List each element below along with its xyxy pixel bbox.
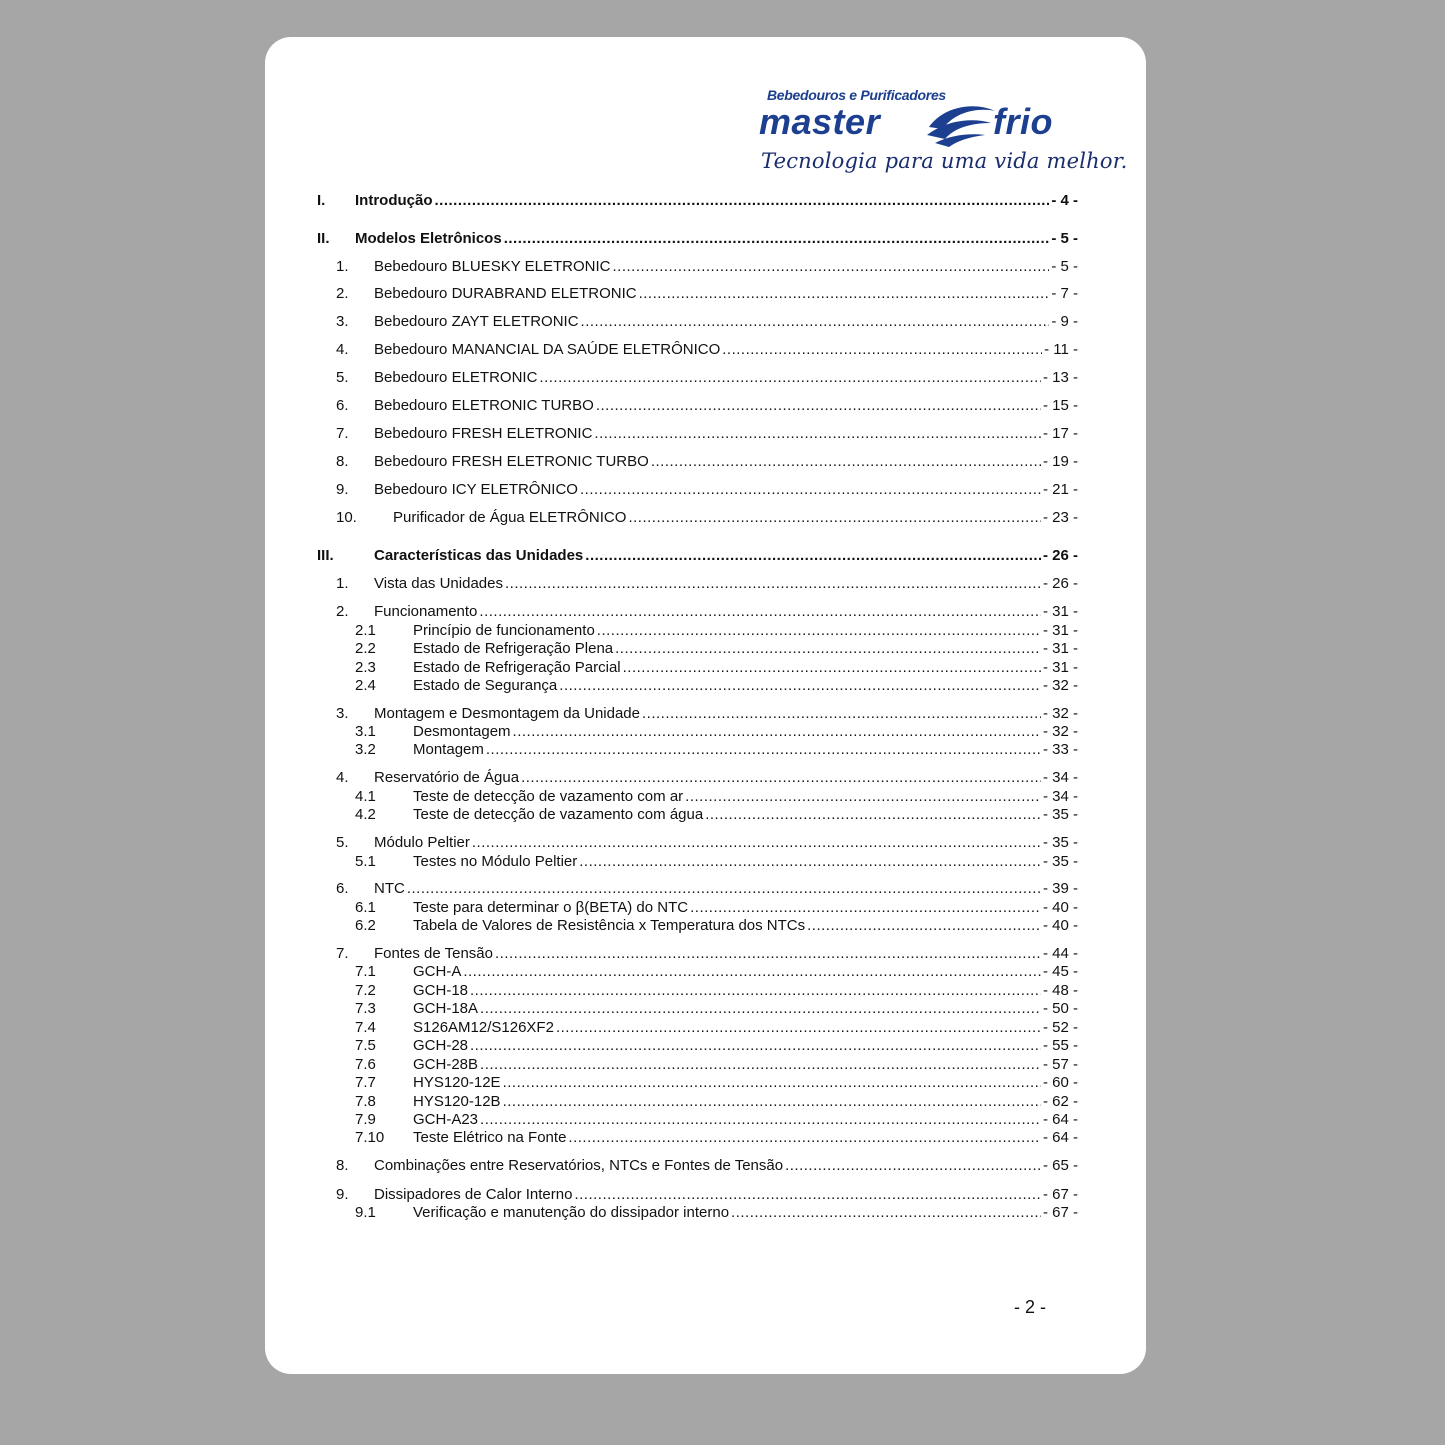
- dot-leader: [594, 425, 1041, 443]
- dot-leader: [574, 1186, 1041, 1204]
- toc-entry[interactable]: [336, 834, 1078, 852]
- toc-entry-title: Dissipadores de Calor Interno: [374, 1186, 573, 1203]
- toc-entry[interactable]: [355, 917, 1078, 935]
- toc-entry-number: 4.: [336, 341, 349, 358]
- toc-entry-page: - 50 -: [1042, 1000, 1078, 1017]
- toc-entry-number: 7.7: [355, 1074, 376, 1091]
- toc-entry-page: - 35 -: [1042, 806, 1078, 823]
- dot-leader: [642, 705, 1041, 723]
- toc-entry-number: 4.2: [355, 806, 376, 823]
- toc-entry-number: 6.1: [355, 899, 376, 916]
- toc-entry-page: - 62 -: [1042, 1093, 1078, 1110]
- toc-entry-page: - 31 -: [1042, 640, 1078, 657]
- toc-entry-page: - 40 -: [1042, 899, 1078, 916]
- toc-entry-number: 7.5: [355, 1037, 376, 1054]
- toc-entry-title: Teste para determinar o β(BETA) do NTC: [413, 899, 689, 916]
- dot-leader: [807, 917, 1041, 935]
- toc-entry[interactable]: [355, 982, 1078, 1000]
- logo-slogan: Tecnologia para uma vida melhor.: [761, 149, 1128, 173]
- toc-entry[interactable]: [355, 899, 1078, 917]
- dot-leader: [472, 834, 1041, 852]
- toc-entry-title: Bebedouro ZAYT ELETRONIC: [374, 313, 579, 330]
- toc-entry-page: - 17 -: [1042, 425, 1078, 442]
- toc-entry[interactable]: [336, 481, 1078, 499]
- dot-leader: [651, 453, 1041, 471]
- dot-leader: [597, 622, 1041, 640]
- toc-entry[interactable]: [355, 1000, 1078, 1018]
- toc-entry-number: 6.: [336, 880, 349, 897]
- dot-leader: [579, 853, 1041, 871]
- toc-entry-title: S126AM12/S126XF2: [413, 1019, 554, 1036]
- toc-entry-number: 3.: [336, 705, 349, 722]
- toc-entry-title: Desmontagem: [413, 723, 511, 740]
- toc-entry-page: - 34 -: [1042, 769, 1078, 786]
- toc-entry-number: 7.4: [355, 1019, 376, 1036]
- toc-entry-title: GCH-28B: [413, 1056, 479, 1073]
- toc-entry-number: 7.6: [355, 1056, 376, 1073]
- toc-entry[interactable]: [355, 723, 1078, 741]
- toc-entry-page: - 31 -: [1042, 659, 1078, 676]
- dot-leader: [580, 481, 1041, 499]
- toc-entry-number: III.: [317, 547, 334, 564]
- toc-entry-number: 6.: [336, 397, 349, 414]
- toc-entry[interactable]: [336, 1157, 1078, 1175]
- toc-entry-title: Bebedouro ICY ELETRÔNICO: [374, 481, 578, 498]
- toc-entry-number: 7.1: [355, 963, 376, 980]
- dot-leader: [495, 945, 1041, 963]
- toc-entry-title: Bebedouro MANANCIAL DA SAÚDE ELETRÔNICO: [374, 341, 721, 358]
- dot-leader: [463, 963, 1041, 981]
- toc-entry-title: Bebedouro ELETRONIC: [374, 369, 538, 386]
- toc-entry-page: - 52 -: [1042, 1019, 1078, 1036]
- toc-entry-title: GCH-A23: [413, 1111, 479, 1128]
- logo-brand-right: frio: [993, 101, 1053, 142]
- dot-leader: [470, 982, 1041, 1000]
- toc-entry-title: GCH-18: [413, 982, 469, 999]
- toc-entry-number: 9.1: [355, 1204, 376, 1221]
- toc-entry[interactable]: [336, 603, 1078, 621]
- dot-leader: [596, 397, 1041, 415]
- toc-entry-page: - 64 -: [1042, 1129, 1078, 1146]
- toc-entry[interactable]: [355, 1204, 1078, 1222]
- toc-entry[interactable]: [336, 880, 1078, 898]
- dot-leader: [613, 258, 1050, 276]
- toc-entry-page: - 55 -: [1042, 1037, 1078, 1054]
- toc-entry-page: - 39 -: [1042, 880, 1078, 897]
- toc-entry-page: - 4 -: [1051, 192, 1078, 209]
- toc-entry-title: Características das Unidades: [374, 547, 584, 564]
- toc-entry-number: 3.1: [355, 723, 376, 740]
- dot-leader: [623, 659, 1041, 677]
- toc-entry-title: Purificador de Água ELETRÔNICO: [393, 509, 627, 526]
- toc-entry-page: - 48 -: [1042, 982, 1078, 999]
- toc-entry-title: Fontes de Tensão: [374, 945, 493, 962]
- dot-leader: [581, 313, 1050, 331]
- toc-entry-page: - 60 -: [1042, 1074, 1078, 1091]
- dot-leader: [486, 741, 1041, 759]
- toc-entry-number: 2.: [336, 285, 349, 302]
- toc-entry-title: Teste Elétrico na Fonte: [413, 1129, 567, 1146]
- toc-entry[interactable]: [336, 341, 1078, 359]
- toc-entry-title: Bebedouro DURABRAND ELETRONIC: [374, 285, 637, 302]
- toc-entry-title: Bebedouro FRESH ELETRONIC: [374, 425, 593, 442]
- toc-entry-page: - 67 -: [1042, 1204, 1078, 1221]
- toc-entry-title: Tabela de Valores de Resistência x Temperatura dos NTCs: [413, 917, 806, 934]
- dot-leader: [722, 341, 1042, 359]
- toc-entry[interactable]: [355, 1056, 1078, 1074]
- toc-entry-number: 3.2: [355, 741, 376, 758]
- toc-entry-page: - 45 -: [1042, 963, 1078, 980]
- toc-entry-number: 4.: [336, 769, 349, 786]
- toc-entry-number: 7.10: [355, 1129, 385, 1146]
- toc-entry-page: - 23 -: [1042, 509, 1078, 526]
- toc-entry-page: - 15 -: [1042, 397, 1078, 414]
- toc-entry-title: Módulo Peltier: [374, 834, 470, 851]
- toc-entry-page: - 65 -: [1042, 1157, 1078, 1174]
- toc-entry-title: Testes no Módulo Peltier: [413, 853, 578, 870]
- toc-entry-number: 2.3: [355, 659, 376, 676]
- dot-leader: [505, 575, 1041, 593]
- toc-entry-page: - 31 -: [1042, 622, 1078, 639]
- toc-entry-number: 1.: [336, 575, 349, 592]
- toc-entry-number: 5.: [336, 369, 349, 386]
- toc-entry[interactable]: [355, 963, 1078, 981]
- toc-entry[interactable]: [336, 369, 1078, 387]
- toc-entry[interactable]: [355, 1019, 1078, 1037]
- toc-entry-number: II.: [317, 230, 330, 247]
- logo-tagline: Bebedouros e Purificadores: [767, 87, 946, 103]
- dot-leader: [731, 1204, 1041, 1222]
- dot-leader: [539, 369, 1041, 387]
- toc-entry-number: 3.: [336, 313, 349, 330]
- toc-entry-title: HYS120-12B: [413, 1093, 501, 1110]
- toc-entry[interactable]: [355, 806, 1078, 824]
- toc-entry-title: Teste de detecção de vazamento com ar: [413, 788, 684, 805]
- dot-leader: [585, 547, 1041, 565]
- toc-entry-title: Montagem: [413, 741, 484, 758]
- toc-entry-number: 5.1: [355, 853, 376, 870]
- toc-entry[interactable]: [355, 788, 1078, 806]
- toc-entry-number: 7.9: [355, 1111, 376, 1128]
- dot-leader: [639, 285, 1050, 303]
- document-page: [265, 37, 1146, 1374]
- toc-entry[interactable]: [355, 677, 1078, 695]
- toc-entry-title: HYS120-12E: [413, 1074, 501, 1091]
- toc-entry[interactable]: [336, 425, 1078, 443]
- dot-leader: [615, 640, 1041, 658]
- toc-entry-number: I.: [317, 192, 326, 209]
- toc-entry-title: Montagem e Desmontagem da Unidade: [374, 705, 640, 722]
- toc-entry-title: Reservatório de Água: [374, 769, 520, 786]
- toc-entry-page: - 35 -: [1042, 853, 1078, 870]
- toc-entry-number: 7.3: [355, 1000, 376, 1017]
- toc-entry-number: 2.1: [355, 622, 376, 639]
- toc-entry[interactable]: [355, 1093, 1078, 1111]
- dot-leader: [690, 899, 1041, 917]
- dot-leader: [504, 230, 1050, 248]
- toc-entry-number: 8.: [336, 453, 349, 470]
- toc-entry[interactable]: [355, 1037, 1078, 1055]
- toc-entry-title: Bebedouro ELETRONIC TURBO: [374, 397, 594, 414]
- toc-entry-number: 2.: [336, 603, 349, 620]
- toc-entry[interactable]: [355, 659, 1078, 677]
- toc-entry-number: 7.: [336, 945, 349, 962]
- toc-entry-page: - 21 -: [1042, 481, 1078, 498]
- toc-entry[interactable]: [336, 705, 1078, 723]
- dot-leader: [785, 1157, 1041, 1175]
- toc-entry-title: Estado de Segurança: [413, 677, 558, 694]
- toc-entry-page: - 11 -: [1044, 341, 1078, 358]
- toc-entry-number: 7.2: [355, 982, 376, 999]
- toc-entry-page: - 44 -: [1042, 945, 1078, 962]
- toc-entry-page: - 9 -: [1051, 313, 1078, 330]
- dot-leader: [480, 1056, 1041, 1074]
- toc-entry[interactable]: [336, 313, 1078, 331]
- toc-entry[interactable]: [355, 640, 1078, 658]
- toc-entry-number: 8.: [336, 1157, 349, 1174]
- toc-entry-page: - 31 -: [1042, 603, 1078, 620]
- page-number: - 2 -: [1014, 1297, 1047, 1317]
- swoosh-icon: [925, 99, 997, 149]
- toc-entry-number: 7.: [336, 425, 349, 442]
- toc-entry-page: - 32 -: [1042, 705, 1078, 722]
- toc-entry-page: - 35 -: [1042, 834, 1078, 851]
- toc-entry-title: Verificação e manutenção do dissipador interno: [413, 1204, 730, 1221]
- toc-entry-title: NTC: [374, 880, 405, 897]
- toc-entry-page: - 32 -: [1042, 677, 1078, 694]
- toc-entry-title: GCH-28: [413, 1037, 469, 1054]
- toc-entry-title: Bebedouro BLUESKY ELETRONIC: [374, 258, 611, 275]
- dot-leader: [470, 1037, 1041, 1055]
- toc-entry-title: Estado de Refrigeração Plena: [413, 640, 614, 657]
- toc-entry[interactable]: [336, 509, 1078, 527]
- toc-entry-number: 5.: [336, 834, 349, 851]
- toc-entry-number: 9.: [336, 1186, 349, 1203]
- toc-entry-title: GCH-18A: [413, 1000, 479, 1017]
- dot-leader: [559, 677, 1041, 695]
- toc-entry[interactable]: [355, 1111, 1078, 1129]
- toc-entry-number: 10.: [336, 509, 357, 526]
- toc-entry-title: Vista das Unidades: [374, 575, 503, 592]
- toc-entry-page: - 40 -: [1042, 917, 1078, 934]
- toc-entry-number: 2.4: [355, 677, 376, 694]
- toc-entry-title: GCH-A: [413, 963, 462, 980]
- toc-entry-page: - 19 -: [1042, 453, 1078, 470]
- toc-entry[interactable]: [355, 622, 1078, 640]
- toc-entry-page: - 13 -: [1042, 369, 1078, 386]
- dot-leader: [480, 1000, 1041, 1018]
- dot-leader: [435, 192, 1050, 210]
- toc-entry-title: Modelos Eletrônicos: [355, 230, 502, 247]
- toc-entry-page: - 57 -: [1042, 1056, 1078, 1073]
- toc-entry-page: - 26 -: [1042, 547, 1078, 564]
- logo-brand-left: master: [759, 101, 881, 142]
- dot-leader: [480, 1111, 1041, 1129]
- toc-entry-page: - 5 -: [1051, 258, 1078, 275]
- toc-entry[interactable]: [355, 741, 1078, 759]
- toc-entry-number: 1.: [336, 258, 349, 275]
- dot-leader: [503, 1074, 1041, 1092]
- toc-entry-title: Combinações entre Reservatórios, NTCs e Fontes de Tensão: [374, 1157, 784, 1174]
- toc-entry-page: - 7 -: [1051, 285, 1078, 302]
- toc-entry[interactable]: [336, 453, 1078, 471]
- dot-leader: [479, 603, 1041, 621]
- toc-entry[interactable]: [336, 575, 1078, 593]
- toc-entry-title: Funcionamento: [374, 603, 478, 620]
- toc-entry[interactable]: [336, 769, 1078, 787]
- toc-entry[interactable]: [317, 547, 1078, 565]
- toc-entry-title: Introdução: [355, 192, 433, 209]
- toc-entry[interactable]: [336, 258, 1078, 276]
- toc-entry-page: - 34 -: [1042, 788, 1078, 805]
- toc-entry-title: Estado de Refrigeração Parcial: [413, 659, 621, 676]
- toc-entry-number: 2.2: [355, 640, 376, 657]
- toc-entry-number: 4.1: [355, 788, 376, 805]
- toc-entry-page: - 64 -: [1042, 1111, 1078, 1128]
- dot-leader: [685, 788, 1041, 806]
- toc-entry[interactable]: [355, 1074, 1078, 1092]
- toc-entry[interactable]: [336, 945, 1078, 963]
- toc-entry-number: 9.: [336, 481, 349, 498]
- toc-entry-page: - 67 -: [1042, 1186, 1078, 1203]
- toc-entry-page: - 33 -: [1042, 741, 1078, 758]
- toc-entry[interactable]: [336, 1186, 1078, 1204]
- toc-entry[interactable]: [355, 1129, 1078, 1147]
- toc-entry-title: Princípio de funcionamento: [413, 622, 595, 639]
- dot-leader: [521, 769, 1041, 787]
- toc-entry[interactable]: [355, 853, 1078, 871]
- toc-entry[interactable]: [317, 192, 1078, 210]
- dot-leader: [513, 723, 1041, 741]
- toc-entry-title: Teste de detecção de vazamento com água: [413, 806, 704, 823]
- toc-entry-page: - 32 -: [1042, 723, 1078, 740]
- toc-entry-title: Bebedouro FRESH ELETRONIC TURBO: [374, 453, 649, 470]
- masterfrio-logo: [759, 87, 1128, 187]
- toc-entry[interactable]: [317, 230, 1078, 248]
- dot-leader: [628, 509, 1041, 527]
- toc-entry-number: 6.2: [355, 917, 376, 934]
- toc-entry[interactable]: [336, 397, 1078, 415]
- toc-entry[interactable]: [336, 285, 1078, 303]
- dot-leader: [503, 1093, 1041, 1111]
- dot-leader: [407, 880, 1041, 898]
- dot-leader: [568, 1129, 1041, 1147]
- dot-leader: [556, 1019, 1041, 1037]
- toc-entry-page: - 26 -: [1042, 575, 1078, 592]
- toc-entry-page: - 5 -: [1051, 230, 1078, 247]
- dot-leader: [705, 806, 1041, 824]
- toc-entry-number: 7.8: [355, 1093, 376, 1110]
